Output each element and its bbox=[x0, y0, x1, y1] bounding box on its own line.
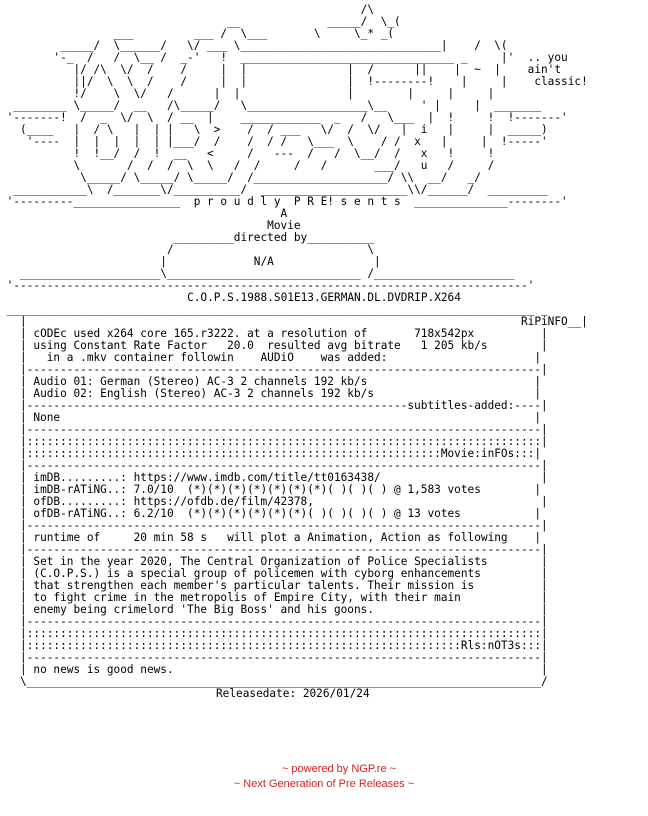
ascii-art-line: ! !__/ / ! __ < / --- / / \__/ / x ! ! bbox=[0, 147, 495, 160]
info-box-line: | no news is good news. | bbox=[0, 663, 548, 676]
rule-line: '-----------------------------------------------------------------------------' bbox=[0, 279, 535, 292]
info-box-line: | runtime of 20 min 58 s will plot a Animation, Action as following | bbox=[0, 531, 541, 544]
info-box-line: |:::::::::::::::::::::::::::::::::::::::::::::::::::::::::::::::::::::::::::::| bbox=[0, 627, 548, 640]
ascii-art-line: (____ | / \ | | | \ > / / ___ \/ / \/ | i | | _____) bbox=[0, 123, 548, 136]
ascii-art-line: ___________\ /_______\/__________/ ______________________\\/______/ _________ bbox=[0, 183, 548, 196]
info-box-line: | ofDB-rATiNG..: 6.2/10 (*)(*)(*)(*)(*)(*)( )( )( )( ) @ 13 votes | bbox=[0, 507, 541, 520]
info-box-line: | imDB-rATiNG..: 7.0/10 (*)(*)(*)(*)(*)(*)(*)( )( )( ) @ 1,583 votes | bbox=[0, 483, 541, 496]
info-box-line: |::::::::::::::::::::::::::::::::::::::::::::::::::::::::::::::Movie:inFOs:::| bbox=[0, 447, 541, 460]
info-box-line: |-----------------------------------------------------------------------------| bbox=[0, 519, 548, 532]
ascii-art-line: |/ /\ \/ / / | | | / || | ~ | ain't bbox=[0, 63, 562, 76]
ascii-art-line: !/ \ \/ / | | | | | | bbox=[0, 87, 495, 100]
info-box-line: |---------------------------------------------------------subtitles-added:----| bbox=[0, 399, 548, 412]
ascii-art-line: _____/ \______/ \/ ___ \______________________________| / \( bbox=[0, 39, 508, 52]
ascii-art-line: /\ bbox=[0, 3, 395, 16]
info-box-line: | None | bbox=[0, 411, 541, 424]
credits-line: A bbox=[0, 207, 288, 220]
info-box-line: | Set in the year 2020, The Central Organization of Police Specialists | bbox=[0, 555, 548, 568]
credits-block bbox=[0, 208, 648, 244]
info-box-line: | (C.O.P.S.) is a special group of policemen with cyborg enhancements | bbox=[0, 567, 548, 580]
info-box-line: | imDB.........: https://www.imdb.com/title/tt0163438/ | bbox=[0, 471, 548, 484]
credits-line: _________directed by__________ bbox=[0, 231, 375, 244]
ascii-art-line: '-_ / / \__ / _-' ! ________________________________ _ |' .. you bbox=[0, 51, 568, 64]
info-box-line: | enemy being crimelord 'The Big Boss' and his goons. | bbox=[0, 603, 548, 616]
info-box-line: |-----------------------------------------------------------------------------| bbox=[0, 615, 548, 628]
info-box-line: |-----------------------------------------------------------------------------| bbox=[0, 363, 548, 376]
powered-by-text: ~ powered by NGP.re ~ bbox=[281, 763, 397, 775]
info-box-line: |:::::::::::::::::::::::::::::::::::::::::::::::::::::::::::::::::::::::::::::| bbox=[0, 435, 548, 448]
ascii-art-line: '---------________________ p r o u d l y P R E! s e n t s ______________--------' bbox=[0, 195, 568, 208]
info-box-line: |-----------------------------------------------------------------------------| bbox=[0, 543, 548, 556]
ascii-art-line: __ _____/ \_( bbox=[0, 15, 401, 28]
ascii-art-line: ||/ \ \ / / | | | !--------! | | classic! bbox=[0, 75, 588, 88]
info-box bbox=[0, 304, 648, 688]
ascii-art-line: ________ \_____/ __ /\_____/ \__________________\__ ' | | _______ bbox=[0, 99, 541, 112]
info-box-line: | cODEc used x264 core 165.r3222. at a resolution of 718x542px | bbox=[0, 327, 548, 340]
info-box-line: | to fight crime in the metropolis of Empire City, with their main | bbox=[0, 591, 548, 604]
footer bbox=[0, 762, 648, 792]
info-box-line: |-----------------------------------------------------------------------------| bbox=[0, 459, 548, 472]
info-box-line: _______________________________________________________________________________ _ bbox=[0, 303, 548, 316]
info-box-line: | Audio 02: English (Stereo) AC-3 2 channels 192 kb/s | bbox=[0, 387, 541, 400]
ascii-art-line: \_____/ \_____/ \_____/ /____________________/ \\ __/ _/ bbox=[0, 171, 481, 184]
info-box-line: \_____________________________________________________________________________/ bbox=[0, 675, 548, 688]
ascii-logo bbox=[0, 4, 648, 208]
credits-box-line: / \ bbox=[0, 243, 375, 256]
release-name: C.O.P.S.1988.S01E13.GERMAN.DL.DVDRIP.X264 bbox=[187, 291, 461, 304]
tagline-text: ~ Next Generation of Pre Releases ~ bbox=[233, 778, 415, 790]
info-box-line: |:::::::::::::::::::::::::::::::::::::::::::::::::::::::::::::::::Rls:nOT3s:::| bbox=[0, 639, 548, 652]
nfo-art bbox=[0, 4, 648, 700]
credits-box-line: | N/A | bbox=[0, 255, 381, 268]
info-box-line: | that strengthen each member's particular talents. Their mission is | bbox=[0, 579, 548, 592]
info-box-line: | using Constant Rate Factor 20.0 resulted avg bitrate 1 205 kb/s | bbox=[0, 339, 548, 352]
release-date: Releasedate: 2026/01/24 bbox=[216, 687, 370, 700]
info-box-line: | RiPiNFO__| bbox=[0, 315, 588, 328]
credits-box-line: _____________________\_____________________________ /_____________________ bbox=[0, 267, 515, 280]
credits-line: Movie bbox=[0, 219, 301, 232]
ascii-art-line: '-------! / _ \/ \ / __ | ____________ _ / \___ | ! ! !-------' bbox=[0, 111, 568, 124]
credits-box bbox=[0, 244, 648, 280]
info-box-line: | ofDB.........: https://ofdb.de/film/42378, | bbox=[0, 495, 548, 508]
ascii-art-line: \ / / / \ \ / / / / ___/ u / / bbox=[0, 159, 495, 172]
info-box-line: |-----------------------------------------------------------------------------| bbox=[0, 423, 548, 436]
info-box-line: |-----------------------------------------------------------------------------| bbox=[0, 651, 548, 664]
ascii-art-line: '---- | | | | | |___/ / / / / \___ \ / / x | | !-----' bbox=[0, 135, 548, 148]
info-box-line: | in a .mkv container followin AUDiO was added: | bbox=[0, 351, 541, 364]
ascii-art-line: ___ ___ / \___ \ \_* _( bbox=[0, 27, 395, 40]
info-box-line: | Audio 01: German (Stereo) AC-3 2 channels 192 kb/s | bbox=[0, 375, 541, 388]
